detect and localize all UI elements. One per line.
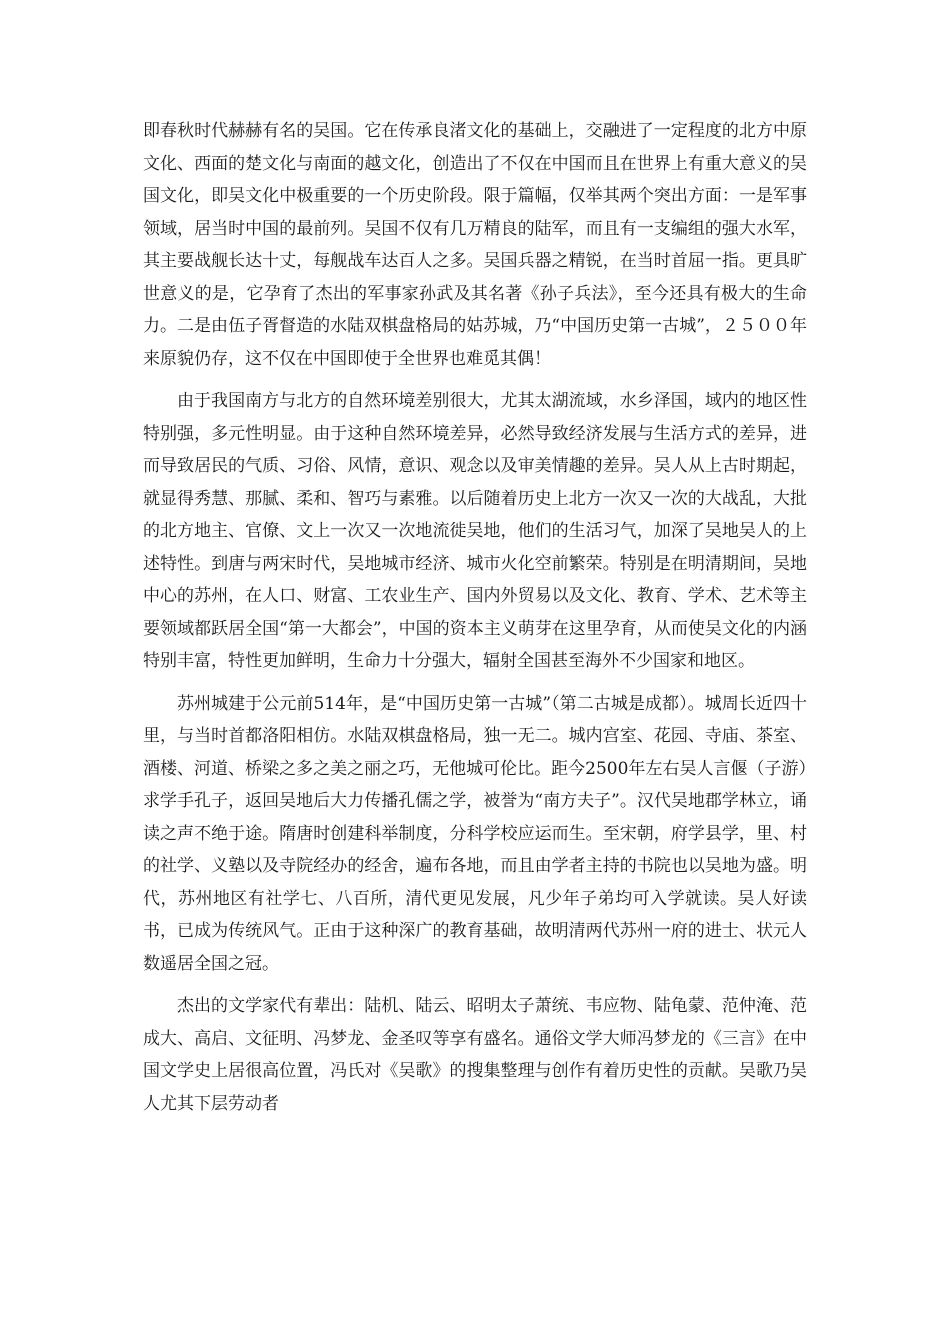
paragraph-4: 杰出的文学家代有辈出：陆机、陆云、昭明太子萧统、韦应物、陆龟蒙、范仲淹、范成大、高启、文征明、冯梦龙、金圣叹等享有盛名。通俗文学大师冯梦龙的《三言》在中国文学史上居很高位置，冯氏对《吴歌》的搜集整理与创作有着历史性的贡献。吴歌乃吴人尤其下层劳动者 (143, 996, 807, 1114)
paragraph-2: 由于我国南方与北方的自然环境差别很大，尤其太湖流域，水乡泽国，域内的地区性特别强，多元性明显。由于这种自然环境差异，必然导致经济发展与生活方式的差异，进而导致居民的气质、习俗、风情，意识、观念以及审美情趣的差异。吴人从上古时期起，就显得秀慧、那腻、柔和、智巧与素雅。以后随着历史上北方一次又一次的大战乱，大批的北方地主、官僚、文上一次又一次地流徙吴地，他们的生活习气，加深了吴地吴人的上述特性。到唐与两宋时代，吴地城市经济、城市火化空前繁荣。特别是在明清期间，吴地中心的苏州，在人口、财富、工农业生产、国内外贸易以及文化、教育、学术、艺术等主要领域都跃居全国“第一大都会”，中国的资本主义萌芽在这里孕育，从而使吴文化的内涵特别丰富，特性更加鲜明，生命力十分强大，辐射全国甚至海外不少国家和地区。 (143, 391, 807, 671)
document-body (143, 115, 807, 1120)
paragraph-3: 苏州城建于公元前514年，是“中国历史第一古城”（第二古城是成都）。城周长近四十里，与当时首都洛阳相仿。水陆双棋盘格局，独一无二。城内宫室、花园、寺庙、茶室、酒楼、河道、桥梁之多之美之丽之巧，无他城可伦比。距今2500年左右吴人言偃（子游）求学手孔子，返回吴地后大力传播孔儒之学，被誉为“南方夫子”。汉代吴地郡学林立，诵读之声不绝于途。隋唐时创建科举制度，分科学校应运而生。至宋朝，府学县学，里、村的社学、义塾以及寺院经办的经舍，遍布各地，而且由学者主持的书院也以吴地为盛。明代，苏州地区有社学七、八百所，清代更见发展，凡少年子弟均可入学就读。吴人好读书，已成为传统风气。正由于这种深广的教育基础，故明清两代苏州一府的进士、状元人数遥居全国之冠。 (143, 693, 807, 974)
paragraph-1: 即春秋时代赫赫有名的吴国。它在传承良渚文化的基础上，交融进了一定程度的北方中原文化、西面的楚文化与南面的越文化，创造出了不仅在中国而且在世界上有重大意义的吴国文化，即吴文化中极重要的一个历史阶段。限于篇幅，仅举其两个突出方面：一是军事领域，居当时中国的最前列。吴国不仅有几万精良的陆军，而且有一支编组的强大水军，其主要战舰长达十丈，每舰战车达百人之多。吴国兵器之精锐，在当时首屈一指。更具旷世意义的是，它孕育了杰出的军事家孙武及其名著《孙子兵法》，至今还具有极大的生命力。二是由伍子胥督造的水陆双棋盘格局的姑苏城，乃“中国历史第一古城”，２５００年来原貌仍存，这不仅在中国即使于全世界也难觅其偶！ (143, 121, 807, 369)
